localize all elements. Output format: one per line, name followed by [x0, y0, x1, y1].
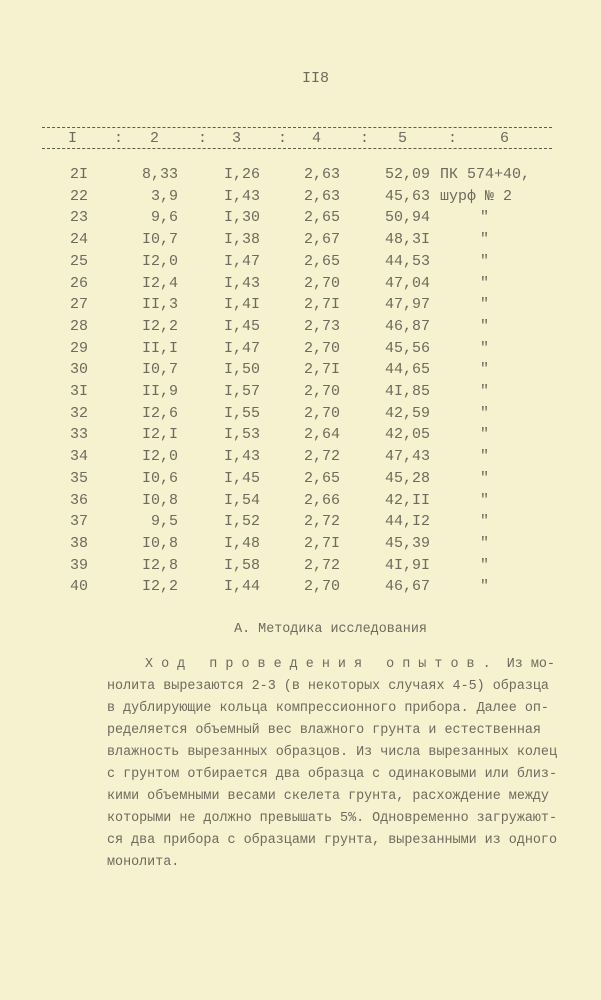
table-cell-col-6: ПК 574+40,	[440, 166, 531, 183]
table-cell-col-6: "	[480, 448, 490, 466]
table-cell-col-3: I,55	[223, 404, 260, 422]
table-row	[0, 361, 601, 383]
table-cell-col-5: 45,39	[384, 534, 430, 552]
table-cell-col-6: "	[480, 296, 490, 314]
table-row	[0, 231, 601, 253]
table-cell-col-3: I,58	[223, 556, 260, 574]
table-cell-col-2: I2,0	[141, 252, 178, 270]
table-cell-col-5: 4I,9I	[384, 556, 430, 574]
table-cell-col-6: "	[480, 274, 490, 292]
table-row	[0, 296, 601, 318]
table-cell-col-1: 27	[70, 296, 89, 314]
table-cell-col-3: I,47	[223, 339, 260, 357]
table-cell-col-4: 2,63	[303, 166, 340, 183]
table-cell-col-2: 9,6	[150, 209, 178, 227]
table-cell-col-1: 37	[70, 513, 89, 531]
paragraph-lead: Ход проведения опытов.	[145, 657, 499, 672]
table-cell-col-3: I,26	[223, 166, 260, 183]
table-cell-col-4: 2,70	[303, 339, 340, 357]
table-cell-col-1: 38	[70, 534, 89, 552]
page-number: II8	[301, 70, 329, 87]
table-cell-col-6: "	[480, 578, 490, 596]
table-cell-col-6: "	[480, 339, 490, 357]
col-header-1: I	[68, 130, 78, 147]
table-cell-col-5: 47,04	[384, 274, 430, 292]
table-cell-col-4: 2,73	[303, 317, 340, 335]
table-cell-col-4: 2,72	[303, 513, 340, 531]
table-cell-col-3: I,44	[223, 578, 260, 596]
table-cell-col-6: "	[480, 252, 490, 270]
table-row	[0, 405, 601, 427]
col-header-4: 4	[312, 130, 322, 147]
table-cell-col-4: 2,65	[303, 209, 340, 227]
table-cell-col-4: 2,70	[303, 383, 340, 400]
table-cell-col-6: "	[480, 513, 490, 531]
paragraph-line	[107, 654, 567, 676]
table-cell-col-6: "	[480, 383, 490, 400]
table-cell-col-2: I2,2	[141, 578, 178, 596]
table-cell-col-6: "	[480, 361, 490, 379]
table-cell-col-2: 8,33	[141, 166, 178, 183]
table-cell-col-3: I,38	[223, 231, 260, 249]
table-cell-col-5: 45,63	[384, 187, 430, 205]
table-cell-col-5: 4I,85	[384, 383, 430, 400]
table-cell-col-2: I2,0	[141, 448, 178, 466]
col-header-6: 6	[500, 130, 510, 147]
table-cell-col-4: 2,7I	[303, 296, 340, 314]
table-cell-col-1: 32	[70, 404, 89, 422]
table-cell-col-5: 47,97	[384, 296, 430, 314]
col-header-5: 5	[398, 130, 408, 147]
table-cell-col-4: 2,64	[303, 426, 340, 444]
table-cell-col-3: I,57	[223, 383, 260, 400]
table-cell-col-2: II,9	[141, 383, 178, 400]
table-row	[0, 209, 601, 231]
table-row	[0, 188, 601, 210]
table-row	[0, 448, 601, 470]
table-cell-col-4: 2,63	[303, 187, 340, 205]
table-row	[0, 492, 601, 514]
table-cell-col-1: 29	[70, 339, 89, 357]
table-cell-col-2: I0,8	[141, 491, 178, 509]
table-cell-col-5: 45,28	[384, 469, 430, 487]
col-separator: :	[448, 130, 458, 147]
table-cell-col-1: 3I	[70, 383, 89, 400]
table-cell-col-5: 45,56	[384, 339, 430, 357]
table-cell-col-6: "	[480, 469, 490, 487]
table-cell-col-3: I,54	[223, 491, 260, 509]
table-cell-col-5: 47,43	[384, 448, 430, 466]
table-row	[0, 340, 601, 362]
col-header-3: 3	[232, 130, 242, 147]
paragraph-line: с грунтом отбирается два образца с одинаковыми или близ-	[107, 767, 557, 782]
table-cell-col-1: 2I	[70, 166, 89, 183]
paragraph-line: ределяется объемный вес влажного грунта и естественная	[107, 723, 541, 738]
table-top-rule	[42, 127, 552, 128]
table-cell-col-4: 2,7I	[303, 361, 340, 379]
table-row	[0, 275, 601, 297]
table-cell-col-4: 2,70	[303, 404, 340, 422]
table-cell-col-3: I,43	[223, 448, 260, 466]
table-cell-col-6: "	[480, 491, 490, 509]
table-cell-col-5: 44,65	[384, 361, 430, 379]
table-row	[0, 166, 601, 188]
table-cell-col-2: I2,8	[141, 556, 178, 574]
table-cell-col-6: "	[480, 534, 490, 552]
table-cell-col-1: 22	[70, 187, 89, 205]
table-cell-col-5: 44,53	[384, 252, 430, 270]
table-cell-col-5: 52,09	[384, 166, 430, 183]
table-cell-col-5: 42,59	[384, 404, 430, 422]
table-cell-col-1: 40	[70, 578, 89, 596]
table-cell-col-3: I,43	[223, 274, 260, 292]
table-cell-col-2: I2,2	[141, 317, 178, 335]
table-cell-col-4: 2,65	[303, 469, 340, 487]
table-cell-col-1: 24	[70, 231, 89, 249]
table-cell-col-2: I2,6	[141, 404, 178, 422]
table-cell-col-6: "	[480, 556, 490, 574]
table-cell-col-6: "	[480, 317, 490, 335]
table-header	[42, 130, 552, 148]
table-cell-col-4: 2,67	[303, 231, 340, 249]
table-cell-col-1: 25	[70, 252, 89, 270]
table-cell-col-6: "	[480, 231, 490, 249]
table-cell-col-4: 2,72	[303, 556, 340, 574]
table-cell-col-1: 23	[70, 209, 89, 227]
table-cell-col-4: 2,65	[303, 252, 340, 270]
table-row	[0, 578, 601, 600]
paragraph-line: нолита вырезаются 2-3 (в некоторых случаях 4-5) образца	[107, 679, 549, 694]
table-cell-col-2: I0,7	[141, 231, 178, 249]
paragraph-line: в дублирующие кольца компрессионного прибора. Далее оп-	[107, 701, 549, 716]
col-separator: :	[360, 130, 370, 147]
table-cell-col-2: I2,I	[141, 426, 178, 444]
body-paragraph	[107, 654, 567, 874]
table-row	[0, 426, 601, 448]
table-cell-col-3: I,48	[223, 534, 260, 552]
table-row	[0, 383, 601, 405]
paragraph-line: ся два прибора с образцами грунта, вырезанными из одного	[107, 833, 557, 848]
table-cell-col-4: 2,7I	[303, 534, 340, 552]
table-cell-col-2: I0,6	[141, 469, 178, 487]
paragraph-line: влажность вырезанных образцов. Из числа вырезанных колец	[107, 745, 557, 760]
table-cell-col-3: I,45	[223, 317, 260, 335]
table-cell-col-5: 48,3I	[384, 231, 430, 249]
table-cell-col-6: "	[480, 404, 490, 422]
table-cell-col-3: I,45	[223, 469, 260, 487]
table-cell-col-6: шурф № 2	[440, 187, 513, 205]
col-header-2: 2	[150, 130, 160, 147]
paragraph-text: Из мо-	[498, 657, 555, 672]
table-cell-col-2: 9,5	[150, 513, 178, 531]
table-row	[0, 513, 601, 535]
table-cell-col-4: 2,70	[303, 274, 340, 292]
table-cell-col-1: 28	[70, 317, 89, 335]
col-separator: :	[114, 130, 124, 147]
table-cell-col-5: 46,87	[384, 317, 430, 335]
table-cell-col-1: 30	[70, 361, 89, 379]
paragraph-line: монолита.	[107, 855, 180, 870]
table-cell-col-2: I0,8	[141, 534, 178, 552]
table-cell-col-5: 44,I2	[384, 513, 430, 531]
table-cell-col-1: 26	[70, 274, 89, 292]
table-cell-col-5: 50,94	[384, 209, 430, 227]
table-cell-col-3: I,52	[223, 513, 260, 531]
table-cell-col-2: 3,9	[150, 187, 178, 205]
table-cell-col-1: 33	[70, 426, 89, 444]
table-cell-col-3: I,43	[223, 187, 260, 205]
table-cell-col-1: 39	[70, 556, 89, 574]
table-cell-col-4: 2,70	[303, 578, 340, 596]
table-cell-col-1: 35	[70, 469, 89, 487]
table-row	[0, 318, 601, 340]
table-cell-col-5: 42,05	[384, 426, 430, 444]
table-cell-col-3: I,47	[223, 252, 260, 270]
table-cell-col-4: 2,72	[303, 448, 340, 466]
table-cell-col-6: "	[480, 426, 490, 444]
table-cell-col-2: I0,7	[141, 361, 178, 379]
table-row	[0, 470, 601, 492]
table-cell-col-3: I,50	[223, 361, 260, 379]
table-cell-col-3: I,53	[223, 426, 260, 444]
table-header-rule	[42, 148, 552, 149]
table-cell-col-1: 34	[70, 448, 89, 466]
paragraph-line: которыми не должно превышать 5%. Одновременно загружают-	[107, 811, 557, 826]
table-cell-col-6: "	[480, 209, 490, 227]
table-cell-col-2: I2,4	[141, 274, 178, 292]
table-cell-col-5: 42,II	[384, 491, 430, 509]
col-separator: :	[198, 130, 208, 147]
section-heading: А. Методика исследования	[234, 622, 427, 637]
table-cell-col-3: I,30	[223, 209, 260, 227]
table-row	[0, 535, 601, 557]
table-cell-col-5: 46,67	[384, 578, 430, 596]
table-row	[0, 253, 601, 275]
table-cell-col-2: II,3	[141, 296, 178, 314]
table-cell-col-3: I,4I	[223, 296, 260, 314]
table-cell-col-1: 36	[70, 491, 89, 509]
paragraph-line: кими объемными весами скелета грунта, расхождение между	[107, 789, 549, 804]
col-separator: :	[278, 130, 288, 147]
table-row	[0, 557, 601, 579]
table-cell-col-4: 2,66	[303, 491, 340, 509]
table-cell-col-2: II,I	[141, 339, 178, 357]
